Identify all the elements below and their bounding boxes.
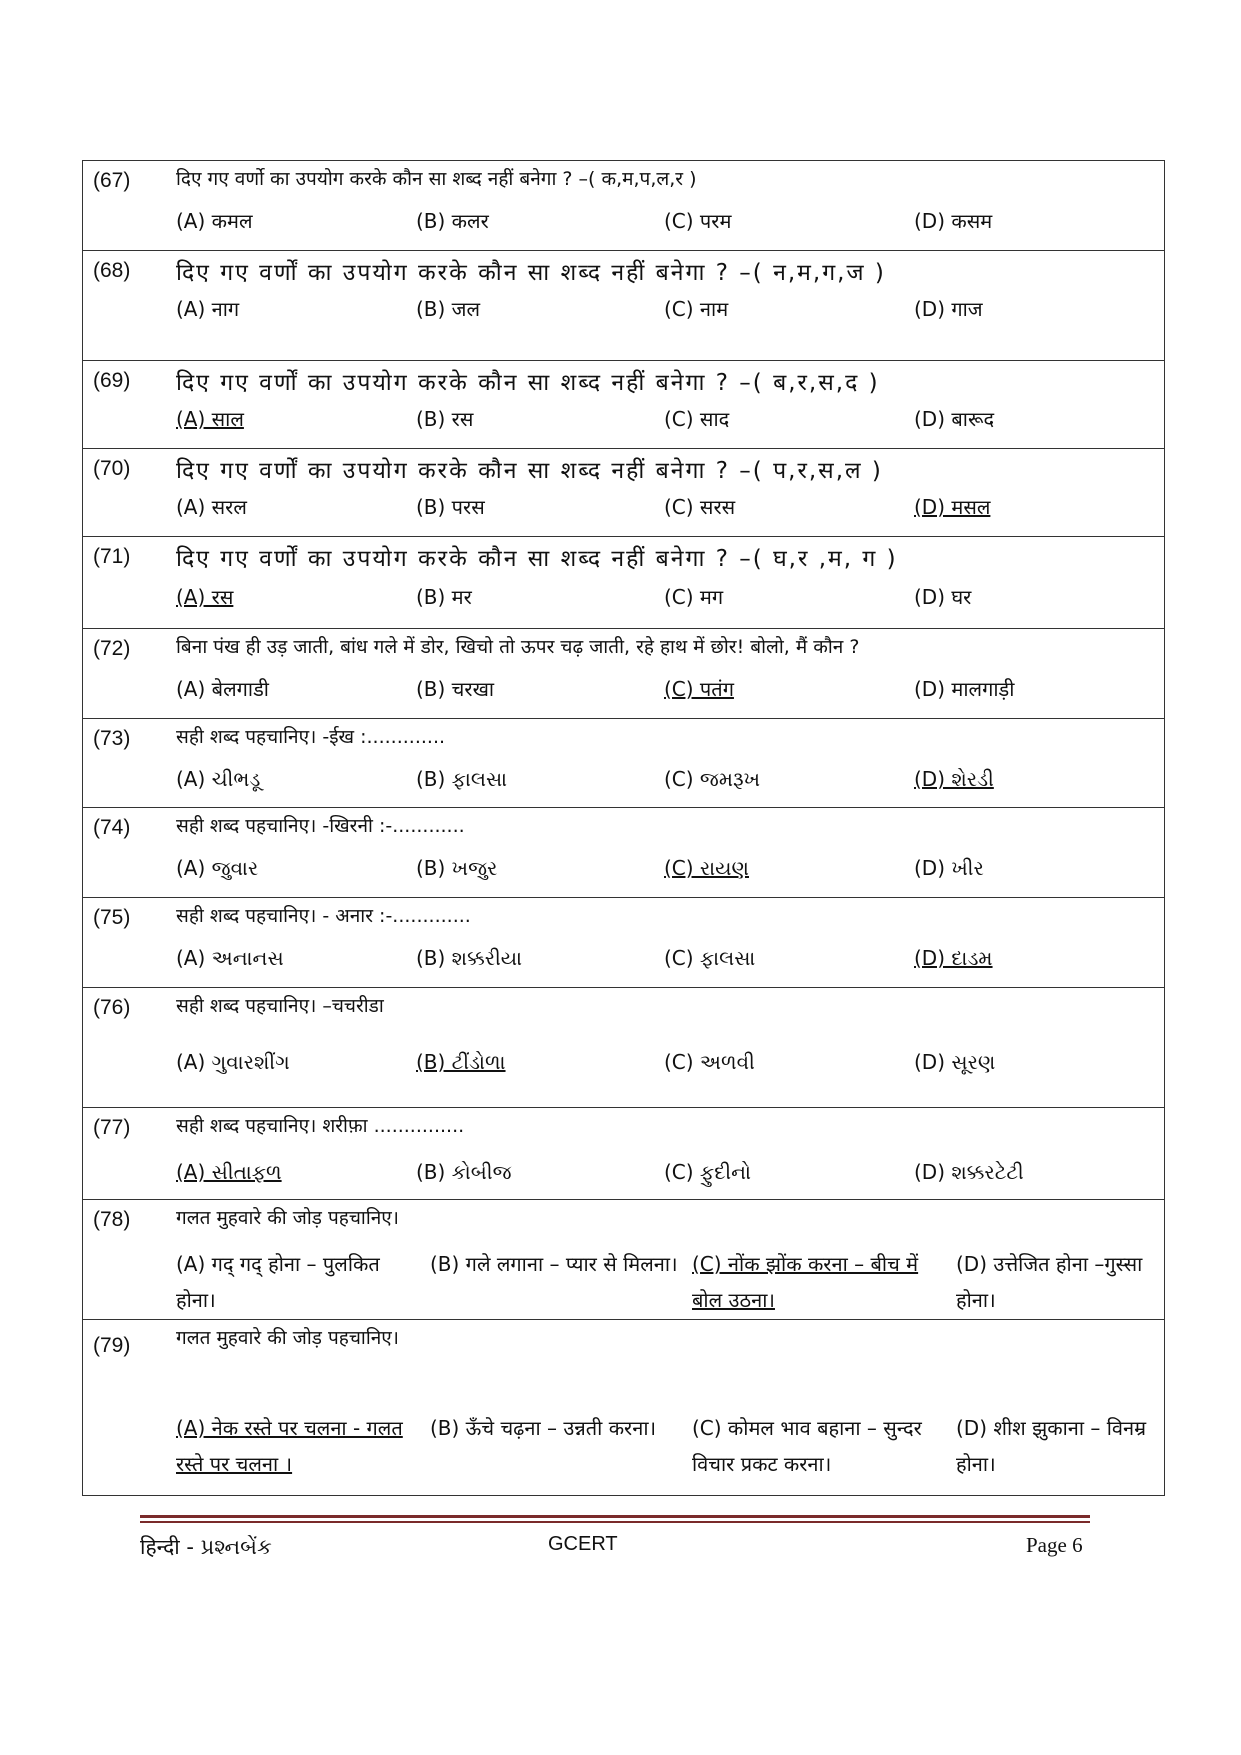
question-text: दिए गए वर्णों का उपयोग करके कौन सा शब्द नहीं बनेगा ? –( घ,र ,म, ग ) [176, 546, 898, 572]
option-c: (C) नाम [664, 297, 729, 321]
option-c: (C) साद [664, 407, 730, 431]
question-number: (75) [93, 906, 131, 929]
option-d: (D) कसम [914, 209, 993, 233]
option-a: (A) જુવાર [176, 856, 259, 880]
question-number: (73) [93, 727, 131, 750]
option-a: (A) गद् गद् होना – पुलकित होना। [176, 1252, 380, 1312]
question-text: दिए गए वर्णों का उपयोग करके कौन सा शब्द नहीं बनेगा ? –( ब,र,स,द ) [176, 370, 880, 396]
option-b: (B) શક્કરીયા [416, 946, 523, 970]
question-text: सही शब्द पहचानिए। -खिरनी :-............ [176, 815, 465, 837]
question-78 [83, 1200, 1165, 1320]
option-c: (C) परम [664, 209, 732, 233]
footer-subject: हिन्दी - પ્રશ્નબેંક [140, 1535, 272, 1559]
question-number: (79) [93, 1334, 131, 1357]
option-c: (C) ફુદીનો [664, 1160, 752, 1184]
option-d: (D) દાડમ [914, 946, 993, 970]
option-b: (B) मर [416, 585, 472, 609]
question-number: (69) [93, 369, 131, 392]
footer-publisher: GCERT [548, 1533, 618, 1555]
question-text: दिए गए वर्णों का उपयोग करके कौन सा शब्द नहीं बनेगा ? –( न,म,ग,ज ) [176, 260, 886, 286]
option-b: (B) परस [416, 495, 485, 519]
question-68 [83, 251, 1165, 361]
option-a: (A) बेलगाडी [176, 677, 269, 701]
question-76 [83, 988, 1165, 1108]
option-a: (A) कमल [176, 209, 253, 233]
question-table [82, 160, 1165, 1496]
question-72 [83, 629, 1165, 719]
option-c: (C) ફાલસા [664, 946, 756, 970]
option-d: (D) उत्तेजित होना –गुस्सा होना। [956, 1252, 1143, 1312]
option-b: (B) गले लगाना – प्यार से मिलना। [430, 1252, 678, 1276]
option-c: (C) રાયણ [664, 856, 749, 880]
option-a: (A) रस [176, 585, 234, 609]
question-70 [83, 449, 1165, 537]
option-d: (D) बारूद [914, 407, 995, 431]
footer-divider-thin [140, 1521, 1090, 1523]
option-c: (C) सरस [664, 495, 736, 519]
option-d: (D) શેરડી [914, 767, 994, 791]
question-number: (78) [93, 1208, 131, 1231]
question-text: सही शब्द पहचानिए। शरीफ़ा ............... [176, 1115, 465, 1137]
option-d: (D) સૂરણ [914, 1050, 996, 1074]
option-a: (A) साल [176, 407, 244, 431]
question-number: (68) [93, 259, 131, 282]
option-a: (A) नेक रस्ते पर चलना - गलत रस्ते पर चलना । [176, 1416, 403, 1476]
question-number: (71) [93, 545, 131, 568]
option-c: (C) कोमल भाव बहाना – सुन्दर विचार प्रकट करना। [692, 1416, 922, 1476]
question-number: (72) [93, 637, 131, 660]
option-a: (A) સીતાફળ [176, 1160, 282, 1184]
option-b: (B) ऊँचे चढ़ना – उन्नती करना। [430, 1416, 657, 1440]
question-text: दिए गए वर्णो का उपयोग करके कौन सा शब्द नहीं बनेगा ? –( क,म,प,ल,र ) [176, 168, 697, 190]
question-text: गलत मुहवारे की जोड़ पहचानिए। [176, 1207, 400, 1229]
question-number: (76) [93, 996, 131, 1019]
option-d: (D) मालगाड़ी [914, 677, 1015, 701]
option-a: (A) सरल [176, 495, 247, 519]
question-74 [83, 808, 1165, 898]
footer-divider [140, 1515, 1090, 1518]
question-text: सही शब्द पहचानिए। - अनार :-............. [176, 905, 471, 927]
question-77 [83, 1108, 1165, 1200]
question-text: बिना पंख ही उड़ जाती, बांध गले में डोर, खिचो तो ऊपर चढ़ जाती, रहे हाथ में छोर! बोलो, मैं कौन ? [176, 636, 860, 658]
question-75 [83, 898, 1165, 988]
question-69 [83, 361, 1165, 449]
option-b: (B) कलर [416, 209, 489, 233]
option-a: (A) અનાનસ [176, 946, 284, 970]
option-d: (D) શક્કરટેટી [914, 1160, 1024, 1184]
option-b: (B) ખજુર [416, 856, 498, 880]
option-b: (B) ટીંડોળા [416, 1050, 506, 1074]
question-text: सही शब्द पहचानिए। –चचरीडा [176, 995, 384, 1017]
option-b: (B) चरखा [416, 677, 495, 701]
option-a: (A) नाग [176, 297, 240, 321]
option-d: (D) गाज [914, 297, 983, 321]
footer-page-number: Page 6 [1026, 1533, 1083, 1557]
option-c: (C) જમરૂખ [664, 767, 761, 791]
option-c: (C) पतंग [664, 677, 734, 701]
option-d: (D) घर [914, 585, 972, 609]
option-b: (B) ફાલસા [416, 767, 508, 791]
option-b: (B) रस [416, 407, 474, 431]
option-b: (B) जल [416, 297, 481, 321]
option-d: (D) ખીર [914, 856, 984, 880]
question-number: (74) [93, 816, 131, 839]
question-text: सही शब्द पहचानिए। -ईख :............. [176, 726, 446, 748]
option-c: (C) અળવી [664, 1050, 755, 1074]
question-text: दिए गए वर्णों का उपयोग करके कौन सा शब्द नहीं बनेगा ? –( प,र,स,ल ) [176, 458, 883, 484]
option-d: (D) मसल [914, 495, 991, 519]
question-number: (70) [93, 457, 131, 480]
question-67 [83, 161, 1165, 251]
question-number: (67) [93, 169, 131, 192]
question-71 [83, 537, 1165, 629]
option-c: (C) मग [664, 585, 724, 609]
question-73 [83, 719, 1165, 808]
question-text: गलत मुहवारे की जोड़ पहचानिए। [176, 1327, 400, 1349]
question-number: (77) [93, 1116, 131, 1139]
option-a: (A) ચીભડૂ [176, 767, 261, 791]
option-b: (B) કોબીજ [416, 1160, 512, 1184]
question-79 [83, 1320, 1165, 1496]
option-d: (D) शीश झुकाना – विनम्र होना। [956, 1416, 1147, 1476]
option-a: (A) ગુવારશીંગ [176, 1050, 290, 1074]
option-c: (C) नोंक झोंक करना – बीच में बोल उठना। [692, 1252, 919, 1312]
